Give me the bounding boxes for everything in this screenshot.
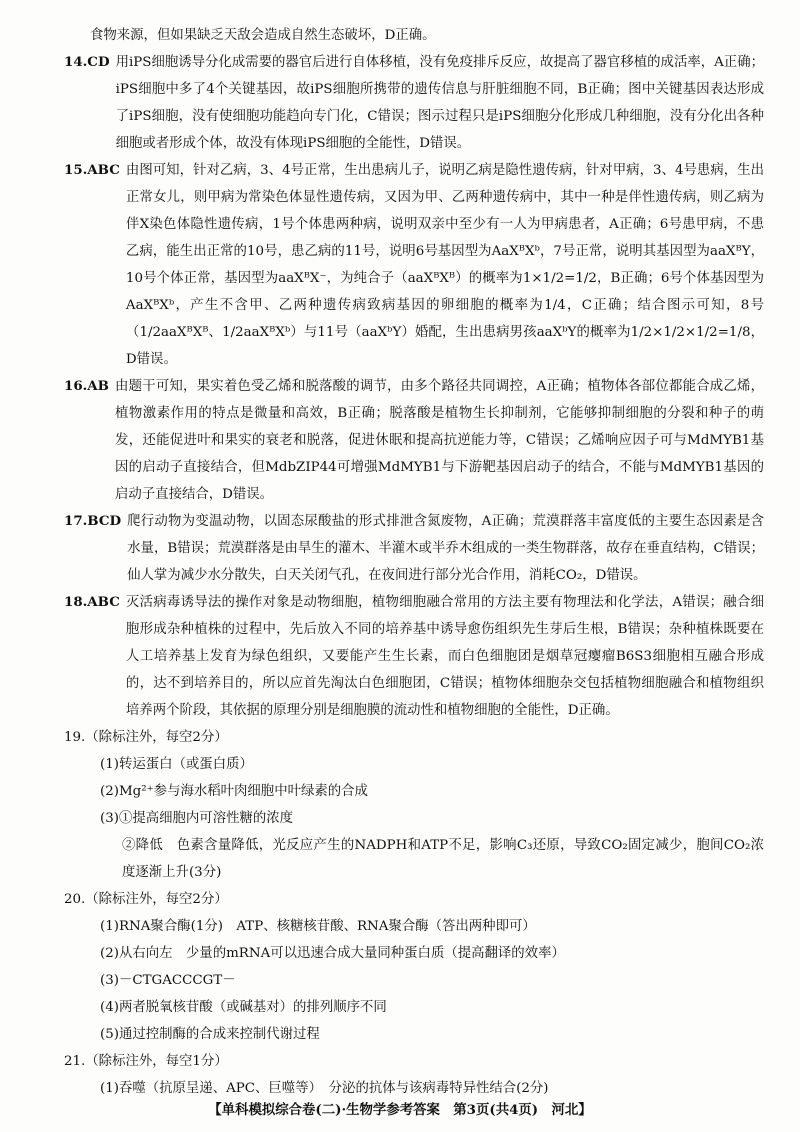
intro-line: 食物来源，但如果缺乏天敌会造成自然生态破坏，D正确。 [90,28,436,43]
question-explanation: 灭活病毒诱导法的操作对象是动物细胞，植物细胞融合常用的方法主要有物理法和化学法，A错误；融合细胞形成杂种植株的过程中，先后放入不同的培养基中诱导愈伤组织先生芽后生根，B错误；杂种植株既要在人工培养基上发育为绿色组织，又要能产生生长素，而白色细胞团是烟草冠瘿瘤B6S3细胞相互融合形成的，达不到培养目的，所以应首先淘汰白色细胞团，C错误；植物体细胞杂交包括植物细胞融合和植物组织培养两个阶段，其依据的原理分别是细胞膜的流动性和植物细胞的全能性，D正确。 [125,595,764,718]
q20-answer-4: (4)两者脱氧核苷酸（或碱基对）的排列顺序不同 [100,1000,387,1015]
q19-answer-3: (3)①提高细胞内可溶性糖的浓度 [100,811,294,826]
question-16 [64,373,764,508]
question-number: 16.AB [64,378,110,394]
q20-answer-2: (2)从右向左 少量的mRNA可以迅速合成大量同种蛋白质（提高翻译的效率） [100,946,565,961]
question-number: 14.CD [64,54,110,70]
q21-answer-1: (1)吞噬（抗原呈递、APC、巨噬等） 分泌的抗体与该病毒特异性结合(2分) [100,1081,549,1096]
question-explanation: 爬行动物为变温动物，以固态尿酸盐的形式排泄含氮废物，A正确；荒漠群落丰富度低的主要生态因素是含水量，B错误；荒漠群落是由旱生的灌木、半灌木或半乔木组成的一类生物群落，故存在垂直结构，C错误；仙人掌为减少水分散失，白天关闭气孔，在夜间进行部分光合作用，消耗CO₂，D错误。 [127,514,764,583]
question-explanation: 由图可知，针对乙病，3、4号正常，生出患病儿子，说明乙病是隐性遗传病，针对甲病，3、4号患病，生出正常女儿，则甲病为常染色体显性遗传病，又因为甲、乙两种遗传病中，其中一种是伴性遗传病，则乙病为伴X染色体隐性遗传病，1号个体患两种病，说明双亲中至少有一人为甲病患者，A正确；6号患甲病，不患乙病，能生出正常的10号，患乙病的11号，说明6号基因型为AaXᴮXᵇ，7号正常，说明其基因型为aaXᴮY，10号个体正常，基因型为aaXᴮX⁻，为纯合子（aaXᴮXᴮ）的概率为1×1/2=1/2，B正确；6号个体基因型为AaXᴮXᵇ，产生不含甲、乙两种遗传病致病基因的卵细胞的概率为1/4，C正确；结合图示可知，8号（1/2aaXᴮXᴮ、1/2aaXᴮXᵇ）与11号（aaXᵇY）婚配，生出患病男孩aaXᵇY的概率为1/2×1/2×1/2=1/8，D错误。 [125,163,764,367]
question-number: 18.ABC [64,594,120,610]
question-explanation: 用iPS细胞诱导分化成需要的器官后进行自体移植，没有免疫排斥反应，故提高了器官移植的成活率，A正确；iPS细胞中多了4个关键基因，故iPS细胞所携带的遗传信息与肝脏细胞不同，B正确；图中关键基因表达形成了iPS细胞，没有使细胞功能趋向专门化，C错误；图示过程只是iPS细胞分化形成几种细胞，没有分化出各种细胞或者形成个体，故没有体现iPS细胞的全能性，D错误。 [115,55,764,151]
q19-answer-3b: ②降低 色素含量降低，光反应产生的NADPH和ATP不足，影响C₃还原，导致CO₂固定减少，胞间CO₂浓度逐渐上升(3分) [122,838,764,880]
q19-answer-2: (2)Mg²⁺参与海水稻叶肉细胞中叶绿素的合成 [100,784,368,799]
question-18 [64,589,764,724]
q19-answer-1: (1)转运蛋白（或蛋白质） [100,757,253,772]
answer-content [64,22,764,1102]
question-20-header: 20.（除标注外，每空2分） [64,892,228,907]
question-21-header: 21.（除标注外，每空1分） [64,1054,228,1069]
q20-answer-5: (5)通过控制酶的合成来控制代谢过程 [100,1027,320,1042]
question-19-header: 19.（除标注外，每空2分） [64,730,228,745]
question-number: 17.BCD [64,513,122,529]
question-number: 15.ABC [64,162,120,178]
question-14 [64,49,764,157]
q20-answer-3: (3)－CTGACCCGT－ [100,973,236,988]
question-explanation: 由题干可知，果实着色受乙烯和脱落酸的调节，由多个路径共同调控，A正确；植物体各部位都能合成乙烯，植物激素作用的特点是微量和高效，B正确；脱落酸是植物生长抑制剂，它能够抑制细胞的分裂和种子的萌发，还能促进叶和果实的衰老和脱落，促进休眠和提高抗逆能力等，C错误；乙烯响应因子可与MdMYB1基因的启动子直接结合，但MdbZIP44可增强MdMYB1与下游靶基因启动子的结合，不能与MdMYB1基因的启动子直接结合，D错误。 [115,379,764,502]
q20-answer-1: (1)RNA聚合酶(1分) ATP、核糖核苷酸、RNA聚合酶（答出两种即可） [100,919,536,934]
question-15 [64,157,764,373]
page-footer: 【单科模拟综合卷(二)·生物学参考答案 第3页(共4页) 河北】 [208,1102,592,1118]
question-17 [64,508,764,589]
